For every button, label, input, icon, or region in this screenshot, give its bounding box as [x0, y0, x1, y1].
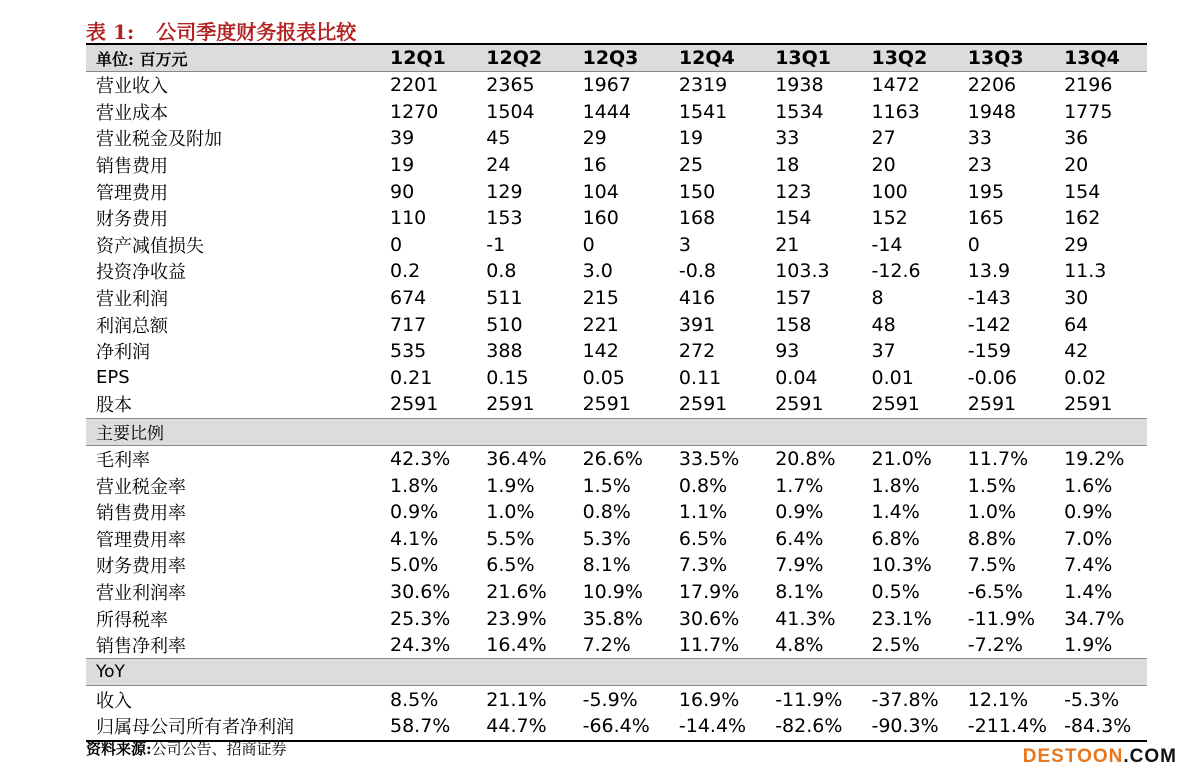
- table-cell: 44.7%: [486, 715, 547, 738]
- table-cell: 2591: [967, 393, 1017, 416]
- table-cell: 36: [1064, 127, 1089, 150]
- row-label: 营业税金率: [96, 476, 186, 498]
- watermark-suffix: .COM: [1123, 746, 1177, 767]
- table-cell: -12.6: [871, 260, 921, 283]
- table-cell: -11.9%: [775, 688, 843, 711]
- table-cell: 6.4%: [775, 527, 824, 550]
- table-cell: 23.9%: [486, 607, 547, 630]
- table-cell: 33: [775, 127, 800, 150]
- column-header: 12Q2: [486, 47, 543, 69]
- table-cell: 29: [582, 127, 607, 150]
- table-cell: 1.0%: [967, 501, 1017, 524]
- column-header: 12Q3: [582, 47, 639, 69]
- table-cell: 2365: [486, 74, 535, 97]
- table-cell: 2201: [390, 74, 439, 97]
- table-cell: 8.1%: [582, 554, 631, 577]
- table-cell: 21.0%: [871, 448, 932, 471]
- table-row: [86, 391, 1147, 418]
- table-cell: 19: [390, 154, 415, 177]
- table-cell: 64: [1064, 313, 1089, 336]
- column-header: 12Q4: [678, 47, 735, 69]
- table-cell: 2591: [1064, 393, 1113, 416]
- table-cell: 45: [486, 127, 511, 150]
- table-cell: 39: [390, 127, 415, 150]
- table-cell: 511: [486, 287, 523, 310]
- table-cell: 5.5%: [486, 527, 535, 550]
- table-cell: 1.1%: [678, 501, 728, 524]
- table-row: [86, 686, 1147, 713]
- table-cell: 416: [678, 287, 716, 310]
- table-cell: 11.7%: [967, 448, 1029, 471]
- watermark: [1023, 746, 1177, 768]
- column-header: 12Q1: [390, 47, 446, 69]
- row-label: 销售费用率: [96, 503, 186, 525]
- table-cell: 7.2%: [582, 634, 631, 657]
- table-cell: 195: [967, 180, 1005, 203]
- table-cell: 27: [871, 127, 896, 150]
- row-label: 销售费用: [96, 156, 168, 178]
- table-cell: 3.0: [582, 260, 613, 283]
- table-cell: 272: [678, 340, 716, 363]
- table-cell: 3: [678, 233, 691, 256]
- row-label: 收入: [96, 690, 132, 712]
- column-header: 13Q1: [775, 47, 831, 69]
- financial-table: [86, 43, 1147, 742]
- table-cell: 7.5%: [967, 554, 1017, 577]
- table-cell: 1967: [582, 74, 631, 97]
- table-cell: 18: [775, 154, 800, 177]
- table-cell: 510: [486, 313, 523, 336]
- table-cell: 6.5%: [678, 527, 728, 550]
- table-cell: 2591: [871, 393, 920, 416]
- table-cell: 16.9%: [678, 688, 740, 711]
- table-cell: 0.01: [871, 366, 914, 389]
- table-cell: 8.1%: [775, 580, 824, 603]
- table-cell: 157: [775, 287, 812, 310]
- table-row: [86, 499, 1147, 526]
- table-cell: 24: [486, 154, 511, 177]
- table-cell: 8.5%: [390, 688, 439, 711]
- table-cell: 0.11: [678, 366, 722, 389]
- table-cell: 103.3: [775, 260, 830, 283]
- table-cell: 13.9: [967, 260, 1011, 283]
- table-cell: 1.7%: [775, 474, 824, 497]
- table-cell: 1938: [775, 74, 824, 97]
- table-cell: 93: [775, 340, 800, 363]
- table-row: [86, 232, 1147, 259]
- row-label: EPS: [96, 367, 130, 389]
- table-cell: 0.04: [775, 366, 818, 389]
- table-cell: -11.9%: [967, 607, 1035, 630]
- table-row: [86, 605, 1147, 632]
- source-label: 资料来源:: [86, 740, 152, 758]
- table-cell: 1.9%: [486, 474, 535, 497]
- row-label: 利润总额: [96, 315, 168, 337]
- table-cell: 2591: [390, 393, 439, 416]
- table-cell: 4.8%: [775, 634, 824, 657]
- table-cell: -6.5%: [967, 580, 1023, 603]
- table-cell: 221: [582, 313, 619, 336]
- table-cell: 0: [967, 233, 980, 256]
- row-label: 营业成本: [96, 102, 168, 124]
- table-cell: 2196: [1064, 74, 1113, 97]
- table-cell: 42.3%: [390, 448, 451, 471]
- table-cell: 0.05: [582, 366, 625, 389]
- table-cell: 0.5%: [871, 580, 920, 603]
- row-label: 净利润: [96, 342, 150, 364]
- row-label: 财务费用率: [96, 556, 186, 578]
- table-cell: 0.9%: [1064, 501, 1113, 524]
- table-cell: 1472: [871, 74, 920, 97]
- table-cell: 33: [967, 127, 992, 150]
- table-cell: 158: [775, 313, 812, 336]
- row-label: 归属母公司所有者净利润: [96, 717, 294, 739]
- row-label: 营业利润率: [96, 582, 186, 604]
- table-cell: 26.6%: [582, 448, 643, 471]
- row-label: 营业利润: [96, 289, 168, 311]
- watermark-brand: DESTOON: [1022, 746, 1124, 767]
- table-row: [86, 152, 1147, 179]
- table-cell: 0: [390, 233, 403, 256]
- table-cell: 7.0%: [1064, 527, 1113, 550]
- table-cell: -82.6%: [775, 715, 843, 738]
- table-cell: 1.8%: [871, 474, 920, 497]
- table-cell: 154: [1064, 180, 1101, 203]
- table-cell: 7.4%: [1064, 554, 1113, 577]
- row-label: 营业税金及附加: [96, 129, 222, 151]
- table-cell: 160: [582, 207, 619, 230]
- section-label: YoY: [96, 662, 125, 683]
- table-cell: 29: [1064, 233, 1089, 256]
- table-cell: 0.21: [390, 366, 433, 389]
- table-cell: 1775: [1064, 100, 1113, 123]
- table-row: [86, 365, 1147, 392]
- table-cell: 23: [967, 154, 992, 177]
- table-cell: 2591: [582, 393, 631, 416]
- table-cell: -143: [967, 287, 1011, 310]
- table-cell: 1948: [967, 100, 1017, 123]
- table-cell: 19: [678, 127, 704, 150]
- table-cell: 1.6%: [1064, 474, 1113, 497]
- table-cell: 2319: [678, 74, 728, 97]
- table-cell: 162: [1064, 207, 1101, 230]
- table-cell: -5.3%: [1064, 688, 1120, 711]
- table-title: [86, 16, 356, 45]
- table-cell: 1270: [390, 100, 439, 123]
- table-row: [86, 178, 1147, 205]
- table-row: [86, 311, 1147, 338]
- table-row: [86, 446, 1147, 473]
- table-number: 表 1:: [86, 20, 135, 44]
- table-cell: 2.5%: [871, 634, 920, 657]
- table-cell: -14: [871, 233, 903, 256]
- table-cell: 48: [871, 313, 896, 336]
- section-header-ratios: [86, 418, 1147, 446]
- row-label: 投资净收益: [96, 262, 186, 284]
- table-cell: 1.8%: [390, 474, 439, 497]
- table-cell: -142: [967, 313, 1011, 336]
- header-row: [86, 45, 1147, 72]
- table-cell: -37.8%: [871, 688, 939, 711]
- table-cell: -0.8: [678, 260, 716, 283]
- table-cell: 1504: [486, 100, 535, 123]
- section-header-yoy: [86, 658, 1147, 686]
- table-cell: 1534: [775, 100, 824, 123]
- table-cell: 0.9%: [775, 501, 824, 524]
- table-cell: 0.8%: [678, 474, 728, 497]
- table-cell: 35.8%: [582, 607, 643, 630]
- row-label: 管理费用: [96, 182, 168, 204]
- table-cell: 41.3%: [775, 607, 836, 630]
- table-cell: 2206: [967, 74, 1017, 97]
- table-cell: 37: [871, 340, 896, 363]
- table-cell: 1163: [871, 100, 920, 123]
- table-cell: -211.4%: [967, 715, 1048, 738]
- table-row: [86, 472, 1147, 499]
- table-cell: -5.9%: [582, 688, 638, 711]
- table-cell: 5.3%: [582, 527, 631, 550]
- table-cell: 100: [871, 180, 908, 203]
- table-row: [86, 526, 1147, 553]
- table-cell: 19.2%: [1064, 448, 1125, 471]
- table-cell: 25.3%: [390, 607, 451, 630]
- table-cell: 104: [582, 180, 619, 203]
- table-cell: 153: [486, 207, 523, 230]
- table-caption: 公司季度财务报表比较: [156, 20, 357, 44]
- table-cell: 0.9%: [390, 501, 439, 524]
- table-cell: 123: [775, 180, 812, 203]
- table-cell: 7.9%: [775, 554, 824, 577]
- table-cell: 25: [678, 154, 704, 177]
- table-cell: 1541: [678, 100, 728, 123]
- table-cell: 5.0%: [390, 554, 439, 577]
- section-label: 主要比例: [96, 424, 164, 445]
- table-cell: 1.4%: [871, 501, 920, 524]
- table-cell: -159: [967, 340, 1011, 363]
- table-cell: 0.8%: [582, 501, 631, 524]
- table-cell: 1.5%: [582, 474, 631, 497]
- table-cell: 2591: [775, 393, 824, 416]
- table-cell: 24.3%: [390, 634, 451, 657]
- table-cell: 1.9%: [1064, 634, 1113, 657]
- table-cell: 391: [678, 313, 716, 336]
- table-cell: -7.2%: [967, 634, 1023, 657]
- table-row: [86, 579, 1147, 606]
- table-cell: 388: [486, 340, 523, 363]
- table-cell: 90: [390, 180, 415, 203]
- source-note: [86, 738, 287, 759]
- table-cell: 0: [582, 233, 595, 256]
- table-cell: 152: [871, 207, 908, 230]
- row-label: 毛利率: [96, 450, 150, 472]
- table-row: [86, 632, 1147, 659]
- table-cell: 717: [390, 313, 427, 336]
- table-cell: 33.5%: [678, 448, 740, 471]
- table-cell: -0.06: [967, 366, 1017, 389]
- row-label: 资产减值损失: [96, 235, 204, 257]
- table-cell: 0.15: [486, 366, 529, 389]
- table-cell: 30.6%: [678, 607, 740, 630]
- row-label: 营业收入: [96, 76, 168, 98]
- table-cell: 215: [582, 287, 619, 310]
- table-cell: 20: [871, 154, 896, 177]
- table-cell: -66.4%: [582, 715, 650, 738]
- table-row: [86, 338, 1147, 365]
- table-cell: 1.4%: [1064, 580, 1113, 603]
- table-cell: 129: [486, 180, 523, 203]
- table-cell: 154: [775, 207, 812, 230]
- table-cell: 0.8: [486, 260, 517, 283]
- table-cell: 23.1%: [871, 607, 932, 630]
- table-cell: 58.7%: [390, 715, 451, 738]
- table-cell: 21.1%: [486, 688, 547, 711]
- source-text: 公司公告、招商证券: [151, 740, 287, 758]
- table-row: [86, 552, 1147, 579]
- table-cell: 11.7%: [678, 634, 740, 657]
- table-row: [86, 285, 1147, 312]
- table-cell: 30: [1064, 287, 1089, 310]
- table-row: [86, 258, 1147, 285]
- column-header: 13Q3: [967, 47, 1024, 69]
- table-row: [86, 72, 1147, 99]
- table-cell: 168: [678, 207, 716, 230]
- table-cell: 11.3: [1064, 260, 1107, 283]
- table-cell: 20.8%: [775, 448, 836, 471]
- table-cell: 142: [582, 340, 619, 363]
- table-cell: 1.0%: [486, 501, 535, 524]
- unit-label: 单位: 百万元: [96, 49, 188, 69]
- table-cell: 42: [1064, 340, 1089, 363]
- table-cell: 16: [582, 154, 607, 177]
- table-cell: 535: [390, 340, 427, 363]
- table-cell: 12.1%: [967, 688, 1029, 711]
- table-cell: 2591: [678, 393, 728, 416]
- table-row: [86, 125, 1147, 152]
- row-label: 销售净利率: [96, 636, 186, 658]
- column-header: 13Q4: [1064, 47, 1120, 69]
- table-cell: 6.8%: [871, 527, 920, 550]
- table-cell: 1.5%: [967, 474, 1017, 497]
- table-row: [86, 99, 1147, 126]
- table-cell: 674: [390, 287, 427, 310]
- table-cell: -14.4%: [678, 715, 747, 738]
- table-cell: 34.7%: [1064, 607, 1125, 630]
- table-cell: -1: [486, 233, 506, 256]
- table-cell: 21: [775, 233, 800, 256]
- row-label: 财务费用: [96, 209, 168, 231]
- table-cell: 7.3%: [678, 554, 728, 577]
- table-cell: 0.02: [1064, 366, 1107, 389]
- row-label: 所得税率: [96, 609, 168, 631]
- table-cell: 1444: [582, 100, 631, 123]
- table-cell: -90.3%: [871, 715, 939, 738]
- table-cell: 6.5%: [486, 554, 535, 577]
- table-cell: 2591: [486, 393, 535, 416]
- table-cell: 4.1%: [390, 527, 439, 550]
- table-cell: 150: [678, 180, 716, 203]
- table-cell: 16.4%: [486, 634, 547, 657]
- table-cell: 36.4%: [486, 448, 547, 471]
- table-cell: 165: [967, 207, 1005, 230]
- column-header: 13Q2: [871, 47, 928, 69]
- table-cell: 30.6%: [390, 580, 451, 603]
- table-cell: 0.2: [390, 260, 421, 283]
- table-cell: 17.9%: [678, 580, 740, 603]
- table-cell: 8.8%: [967, 527, 1017, 550]
- table-cell: -84.3%: [1064, 715, 1132, 738]
- row-label: 股本: [96, 395, 132, 417]
- table-cell: 110: [390, 207, 427, 230]
- table-cell: 10.9%: [582, 580, 643, 603]
- table-cell: 20: [1064, 154, 1089, 177]
- table-row: [86, 713, 1147, 740]
- table-cell: 21.6%: [486, 580, 547, 603]
- row-label: 管理费用率: [96, 529, 186, 551]
- table-cell: 8: [871, 287, 884, 310]
- table-row: [86, 205, 1147, 232]
- table-cell: 10.3%: [871, 554, 932, 577]
